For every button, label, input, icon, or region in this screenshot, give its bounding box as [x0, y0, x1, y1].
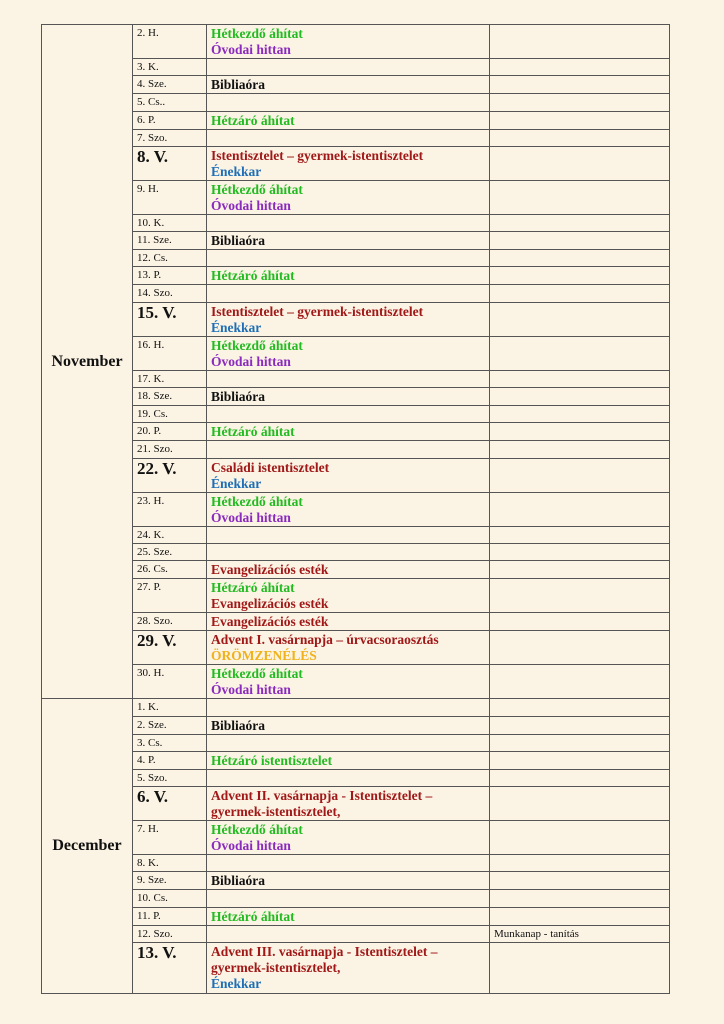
schedule-row	[42, 76, 670, 94]
event-cell	[207, 855, 490, 872]
note-cell	[490, 699, 670, 716]
schedule-row	[42, 406, 670, 423]
day-date: 21. Szo.	[133, 441, 207, 458]
day-date: 27. P.	[133, 579, 207, 613]
event-text: Hétzáró áhítat	[211, 908, 295, 924]
schedule-row	[42, 94, 670, 111]
note-cell	[490, 716, 670, 734]
event-text: Óvodai hittan	[211, 197, 291, 213]
event-cell	[207, 943, 490, 994]
event-cell	[207, 388, 490, 406]
schedule-row	[42, 943, 670, 994]
note-cell	[490, 769, 670, 786]
day-date: 30. H.	[133, 665, 207, 699]
day-date: 11. Sze.	[133, 232, 207, 250]
day-date: 4. Sze.	[133, 76, 207, 94]
event-text: Énekkar	[211, 319, 262, 335]
day-date: 9. H.	[133, 180, 207, 214]
schedule-row	[42, 423, 670, 441]
note-cell	[490, 76, 670, 94]
note-cell	[490, 943, 670, 994]
note-cell	[490, 25, 670, 59]
event-text: gyermek-istentisztelet,	[211, 804, 341, 820]
event-cell	[207, 370, 490, 387]
event-text: Hétzáró istentisztelet	[211, 752, 333, 768]
note-cell	[490, 821, 670, 855]
schedule-row	[42, 25, 670, 59]
schedule-row	[42, 370, 670, 387]
month-label: November	[42, 25, 133, 699]
event-text: Óvodai hittan	[211, 509, 291, 525]
day-date: 10. Cs.	[133, 890, 207, 907]
day-date: 6. P.	[133, 111, 207, 129]
day-date: 17. K.	[133, 370, 207, 387]
schedule-row	[42, 302, 670, 336]
event-text: Hétkezdő áhítat	[211, 337, 303, 353]
event-text: Hétzáró áhítat	[211, 424, 295, 440]
event-text: Advent III. vasárnapja - Istentisztelet –	[211, 944, 438, 960]
schedule-row	[42, 699, 670, 716]
event-cell	[207, 821, 490, 855]
day-date: 16. H.	[133, 336, 207, 370]
day-date: 3. Cs.	[133, 734, 207, 751]
event-text: Hétzáró áhítat	[211, 580, 295, 596]
event-cell	[207, 769, 490, 786]
note-text: Munkanap - tanítás	[494, 927, 579, 940]
event-text: Istentisztelet – gyermek-istentisztelet	[211, 303, 424, 319]
day-date: 10. K.	[133, 214, 207, 231]
schedule-table	[41, 24, 670, 994]
note-cell	[490, 492, 670, 526]
schedule-row	[42, 925, 670, 942]
event-text: Bibliaóra	[211, 873, 266, 889]
day-date: 24. K.	[133, 526, 207, 543]
event-cell	[207, 25, 490, 59]
day-date: 12. Szo.	[133, 925, 207, 942]
event-text: Óvodai hittan	[211, 682, 291, 698]
note-cell	[490, 336, 670, 370]
note-cell	[490, 441, 670, 458]
event-cell	[207, 787, 490, 821]
event-cell	[207, 302, 490, 336]
event-text: ÖRÖMZENÉLÉS	[211, 648, 317, 664]
day-date: 14. Szo.	[133, 285, 207, 302]
note-cell	[490, 613, 670, 631]
schedule-row	[42, 492, 670, 526]
event-cell	[207, 406, 490, 423]
event-text: Bibliaóra	[211, 77, 266, 93]
event-cell	[207, 526, 490, 543]
day-date: 25. Sze.	[133, 543, 207, 560]
event-text: Családi istentisztelet	[211, 459, 330, 475]
event-text: Istentisztelet – gyermek-istentisztelet	[211, 147, 424, 163]
event-cell	[207, 336, 490, 370]
sunday-date: 22. V.	[133, 458, 207, 492]
month-label: December	[42, 699, 133, 994]
note-cell	[490, 907, 670, 925]
schedule-row	[42, 458, 670, 492]
event-text: Énekkar	[211, 475, 262, 491]
event-cell	[207, 716, 490, 734]
day-date: 1. K.	[133, 699, 207, 716]
event-text: Hétkezdő áhítat	[211, 26, 303, 41]
note-cell	[490, 890, 670, 907]
schedule-row	[42, 285, 670, 302]
event-cell	[207, 441, 490, 458]
day-date: 3. K.	[133, 59, 207, 76]
day-date: 28. Szo.	[133, 613, 207, 631]
note-cell	[490, 388, 670, 406]
schedule-row	[42, 146, 670, 180]
schedule-row	[42, 787, 670, 821]
day-date: 12. Cs.	[133, 250, 207, 267]
note-cell	[490, 855, 670, 872]
schedule-row	[42, 232, 670, 250]
note-cell	[490, 561, 670, 579]
event-text: Bibliaóra	[211, 717, 266, 733]
event-cell	[207, 214, 490, 231]
day-date: 9. Sze.	[133, 872, 207, 890]
event-text: Advent II. vasárnapja - Istentisztelet –	[211, 788, 433, 804]
note-cell	[490, 751, 670, 769]
event-cell	[207, 925, 490, 942]
schedule-row	[42, 872, 670, 890]
note-cell	[490, 423, 670, 441]
event-text: Evangelizációs esték	[211, 614, 329, 630]
event-text: Hétzáró áhítat	[211, 112, 295, 128]
event-cell	[207, 543, 490, 560]
note-cell	[490, 925, 670, 942]
note-cell	[490, 180, 670, 214]
event-cell	[207, 232, 490, 250]
day-date: 18. Sze.	[133, 388, 207, 406]
event-text: Énekkar	[211, 976, 262, 992]
event-cell	[207, 613, 490, 631]
note-cell	[490, 285, 670, 302]
day-date: 7. Szo.	[133, 129, 207, 146]
day-date: 8. K.	[133, 855, 207, 872]
schedule-row	[42, 388, 670, 406]
note-cell	[490, 232, 670, 250]
schedule-body	[42, 25, 670, 994]
event-text: Evangelizációs esték	[211, 562, 329, 578]
schedule-row	[42, 111, 670, 129]
schedule-row	[42, 907, 670, 925]
day-date: 4. P.	[133, 751, 207, 769]
schedule-row	[42, 543, 670, 560]
event-cell	[207, 699, 490, 716]
schedule-row	[42, 665, 670, 699]
event-cell	[207, 59, 490, 76]
event-cell	[207, 872, 490, 890]
note-cell	[490, 787, 670, 821]
note-cell	[490, 214, 670, 231]
schedule-row	[42, 855, 670, 872]
schedule-row	[42, 526, 670, 543]
note-cell	[490, 111, 670, 129]
sunday-date: 8. V.	[133, 146, 207, 180]
event-text: Hétkezdő áhítat	[211, 493, 303, 509]
note-cell	[490, 631, 670, 665]
event-text: Bibliaóra	[211, 389, 266, 405]
schedule-row	[42, 180, 670, 214]
note-cell	[490, 267, 670, 285]
event-cell	[207, 665, 490, 699]
event-cell	[207, 579, 490, 613]
event-text: Hétzáró áhítat	[211, 268, 295, 284]
event-text: Bibliaóra	[211, 233, 266, 249]
sunday-date: 6. V.	[133, 787, 207, 821]
note-cell	[490, 734, 670, 751]
day-date: 5. Cs..	[133, 94, 207, 111]
event-text: Hétkezdő áhítat	[211, 181, 303, 197]
schedule-row	[42, 751, 670, 769]
event-cell	[207, 94, 490, 111]
day-date: 20. P.	[133, 423, 207, 441]
schedule-row	[42, 267, 670, 285]
event-cell	[207, 631, 490, 665]
note-cell	[490, 94, 670, 111]
event-cell	[207, 250, 490, 267]
event-text: gyermek-istentisztelet,	[211, 960, 341, 976]
schedule-row	[42, 716, 670, 734]
note-cell	[490, 579, 670, 613]
note-cell	[490, 526, 670, 543]
event-cell	[207, 146, 490, 180]
day-date: 2. Sze.	[133, 716, 207, 734]
note-cell	[490, 406, 670, 423]
event-cell	[207, 267, 490, 285]
schedule-row	[42, 129, 670, 146]
note-cell	[490, 59, 670, 76]
day-date: 5. Szo.	[133, 769, 207, 786]
event-text: Énekkar	[211, 163, 262, 179]
schedule-row	[42, 579, 670, 613]
event-text: Óvodai hittan	[211, 42, 291, 57]
day-date: 13. P.	[133, 267, 207, 285]
schedule-row	[42, 250, 670, 267]
day-date: 19. Cs.	[133, 406, 207, 423]
day-date: 7. H.	[133, 821, 207, 855]
schedule-row	[42, 441, 670, 458]
note-cell	[490, 302, 670, 336]
note-cell	[490, 370, 670, 387]
schedule-row	[42, 821, 670, 855]
event-text: Óvodai hittan	[211, 353, 291, 369]
schedule-row	[42, 59, 670, 76]
event-cell	[207, 734, 490, 751]
note-cell	[490, 129, 670, 146]
event-cell	[207, 751, 490, 769]
event-cell	[207, 129, 490, 146]
schedule-row	[42, 561, 670, 579]
note-cell	[490, 872, 670, 890]
event-cell	[207, 111, 490, 129]
event-cell	[207, 492, 490, 526]
event-cell	[207, 907, 490, 925]
schedule-row	[42, 769, 670, 786]
event-text: Hétkezdő áhítat	[211, 666, 303, 682]
event-text: Hétkezdő áhítat	[211, 822, 303, 838]
sunday-date: 13. V.	[133, 943, 207, 994]
schedule-row	[42, 890, 670, 907]
event-cell	[207, 561, 490, 579]
schedule-row	[42, 613, 670, 631]
day-date: 26. Cs.	[133, 561, 207, 579]
event-text: Óvodai hittan	[211, 838, 291, 854]
event-text: Evangelizációs esték	[211, 596, 329, 612]
sunday-date: 29. V.	[133, 631, 207, 665]
sunday-date: 15. V.	[133, 302, 207, 336]
schedule-row	[42, 214, 670, 231]
note-cell	[490, 665, 670, 699]
event-cell	[207, 458, 490, 492]
day-date: 23. H.	[133, 492, 207, 526]
day-date: 2. H.	[133, 25, 207, 59]
event-cell	[207, 76, 490, 94]
note-cell	[490, 250, 670, 267]
schedule-row	[42, 631, 670, 665]
note-cell	[490, 146, 670, 180]
day-date: 11. P.	[133, 907, 207, 925]
schedule-row	[42, 336, 670, 370]
event-cell	[207, 180, 490, 214]
event-cell	[207, 285, 490, 302]
event-cell	[207, 423, 490, 441]
schedule-row	[42, 734, 670, 751]
note-cell	[490, 543, 670, 560]
note-cell	[490, 458, 670, 492]
event-text: Advent I. vasárnapja – úrvacsoraosztás	[211, 632, 439, 648]
event-cell	[207, 890, 490, 907]
